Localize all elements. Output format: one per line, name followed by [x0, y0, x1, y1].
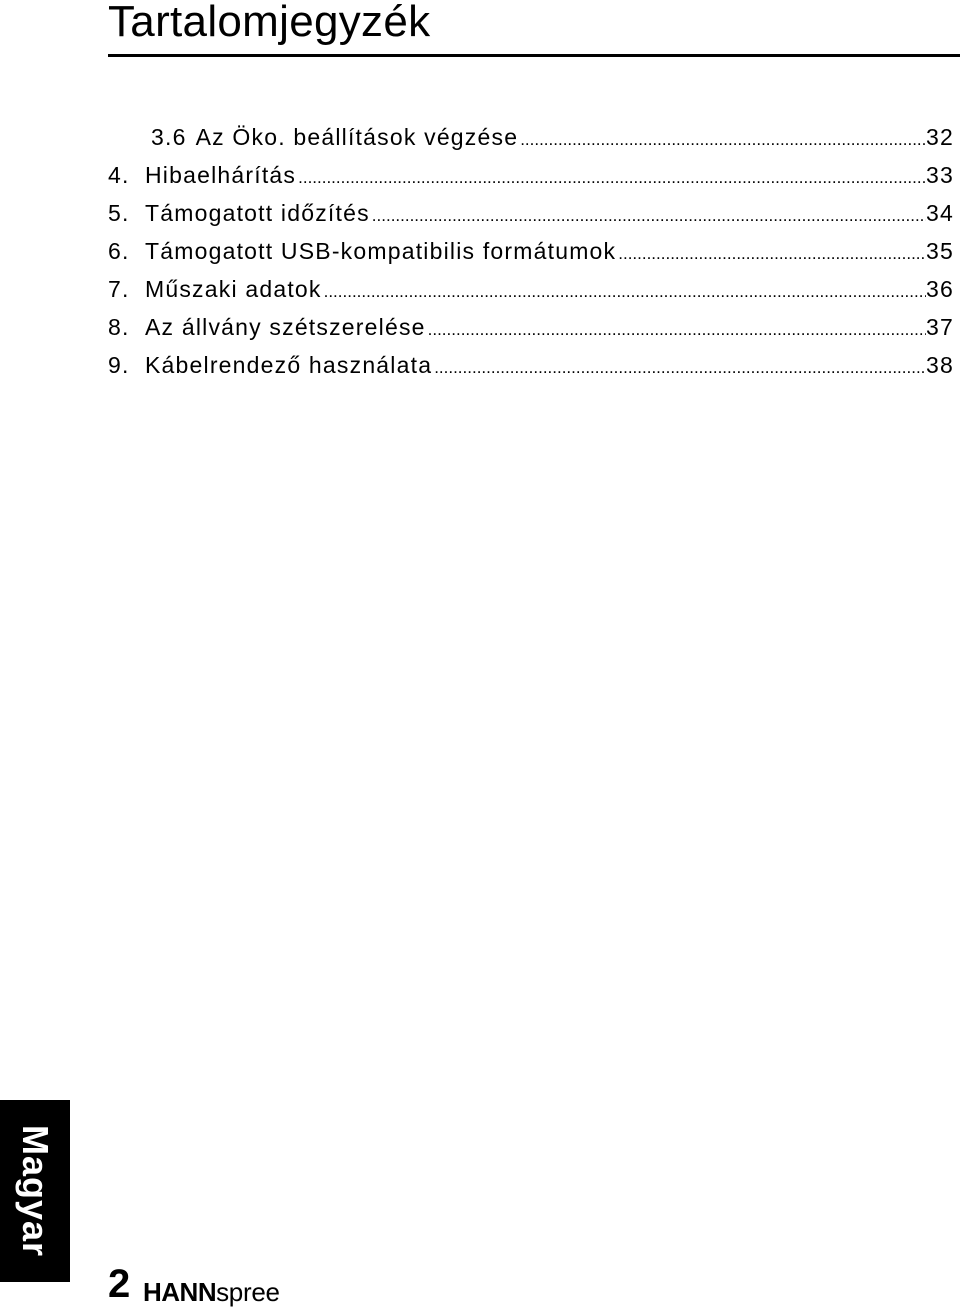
dot-leader: [370, 197, 926, 235]
page-number: 2: [108, 1262, 131, 1306]
brand-logo-bold: HANN: [143, 1277, 217, 1307]
toc-entry[interactable]: [108, 232, 954, 270]
brand-logo-light: spree: [216, 1277, 280, 1307]
toc-entry-number: 9.: [108, 352, 130, 378]
toc-entry[interactable]: [108, 118, 954, 156]
toc-entry[interactable]: [108, 270, 954, 308]
toc-entry-number: 4.: [108, 162, 130, 188]
toc-entry-number: 3.6: [151, 124, 187, 150]
dot-leader: [296, 159, 926, 197]
toc-entry-page: 37: [926, 314, 954, 340]
toc-entry-label: Támogatott időzítés: [145, 200, 370, 226]
dot-leader: [616, 235, 926, 273]
toc-entry-label: Hibaelhárítás: [145, 162, 297, 188]
toc-entry-number: 7.: [108, 276, 130, 302]
toc-entry-page: 33: [926, 162, 954, 188]
toc-entry-page: 34: [926, 200, 954, 226]
toc-entry[interactable]: [108, 346, 954, 384]
language-label: Magyar: [15, 1124, 56, 1258]
toc-entry-label: Kábelrendező használata: [145, 352, 433, 378]
dot-leader: [432, 349, 926, 387]
toc-entry-page: 36: [926, 276, 954, 302]
dot-leader: [518, 121, 926, 159]
language-side-tab: [0, 1100, 70, 1282]
table-of-contents: [108, 118, 954, 384]
toc-entry[interactable]: [108, 194, 954, 232]
toc-entry-number: 5.: [108, 200, 130, 226]
toc-entry-number: 6.: [108, 238, 130, 264]
title-underline: [108, 54, 960, 57]
toc-entry-page: 32: [926, 124, 954, 150]
toc-entry-page: 35: [926, 238, 954, 264]
toc-entry[interactable]: [108, 308, 954, 346]
toc-entry-label: Műszaki adatok: [145, 276, 322, 302]
toc-entry-label: Az Öko. beállítások végzése: [195, 124, 519, 150]
page-title: Tartalomjegyzék: [108, 0, 431, 46]
toc-entry[interactable]: [108, 156, 954, 194]
dot-leader: [322, 273, 926, 311]
brand-logo: [143, 1277, 280, 1307]
toc-entry-label: Az állvány szétszerelése: [145, 314, 426, 340]
dot-leader: [426, 311, 926, 349]
toc-entry-label: Támogatott USB-kompatibilis formátumok: [145, 238, 617, 264]
toc-entry-page: 38: [926, 352, 954, 378]
toc-entry-number: 8.: [108, 314, 130, 340]
